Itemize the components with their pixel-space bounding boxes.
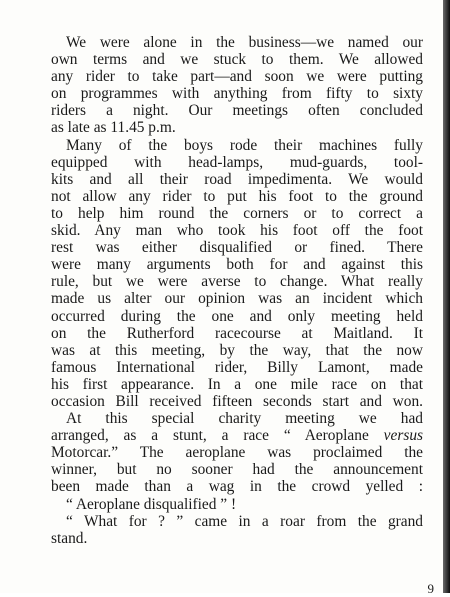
text-line: to help him round the corners or to correct a (51, 204, 423, 222)
text-line: equipped with head-lamps, mud-guards, tool- (51, 153, 423, 171)
italic-word: versus (383, 427, 423, 445)
page-number: 9 (427, 581, 434, 596)
text-line (51, 427, 423, 444)
page-edge-shadow (443, 0, 450, 593)
text-line: riders a night. Our meetings often concluded (51, 102, 423, 120)
text-line: own terms and we stuck to them. We allowed (51, 51, 423, 69)
body-text (51, 34, 423, 547)
text-line: not allow any rider to put his foot to the ground (51, 187, 423, 205)
text-line: “ Aeroplane disqualified ” ! (66, 495, 237, 513)
text-line: was at this meeting, by the way, that the now (51, 341, 423, 359)
text-line: At this special charity meeting we had (66, 410, 423, 428)
text-line: kits and all their road impedimenta. We would (51, 170, 423, 188)
text-line: winner, but no sooner had the announcement (51, 461, 423, 479)
text-line: “ What for ? ” came in a roar from the grand (66, 512, 423, 530)
text-line: stand. (51, 529, 88, 547)
text-line: on programmes with anything from fifty to sixty (51, 85, 423, 103)
text-line: were many arguments both for and against this (51, 256, 423, 274)
text-line: occurred during the one and only meeting held (51, 307, 423, 325)
text-segment: arranged, as a stunt, a race “ Aeroplane (51, 427, 384, 445)
text-line: occasion Bill received fifteen seconds start and won. (51, 392, 423, 410)
text-line: any rider to take part—and soon we were putting (51, 68, 423, 86)
text-line: rule, but we were averse to change. What really (51, 273, 423, 291)
text-line: We were alone in the business—we named our (66, 34, 423, 51)
text-line: his first appearance. In a one mile race on that (51, 375, 423, 393)
text-line: famous International rider, Billy Lamont, made (51, 358, 423, 376)
text-line: made us alter our opinion was an incident which (51, 290, 423, 308)
text-line: Many of the boys rode their machines fully (66, 136, 423, 154)
text-line: on the Rutherford racecourse at Maitland. It (51, 324, 423, 342)
text-line: been made than a wag in the crowd yelled : (51, 478, 423, 496)
text-line: skid. Any man who took his foot off the foot (51, 222, 423, 240)
text-line: Motorcar.” The aeroplane was proclaimed the (51, 444, 423, 462)
text-line: as late as 11.45 p.m. (51, 119, 176, 137)
text-line: rest was either disqualified or fined. There (51, 239, 423, 257)
